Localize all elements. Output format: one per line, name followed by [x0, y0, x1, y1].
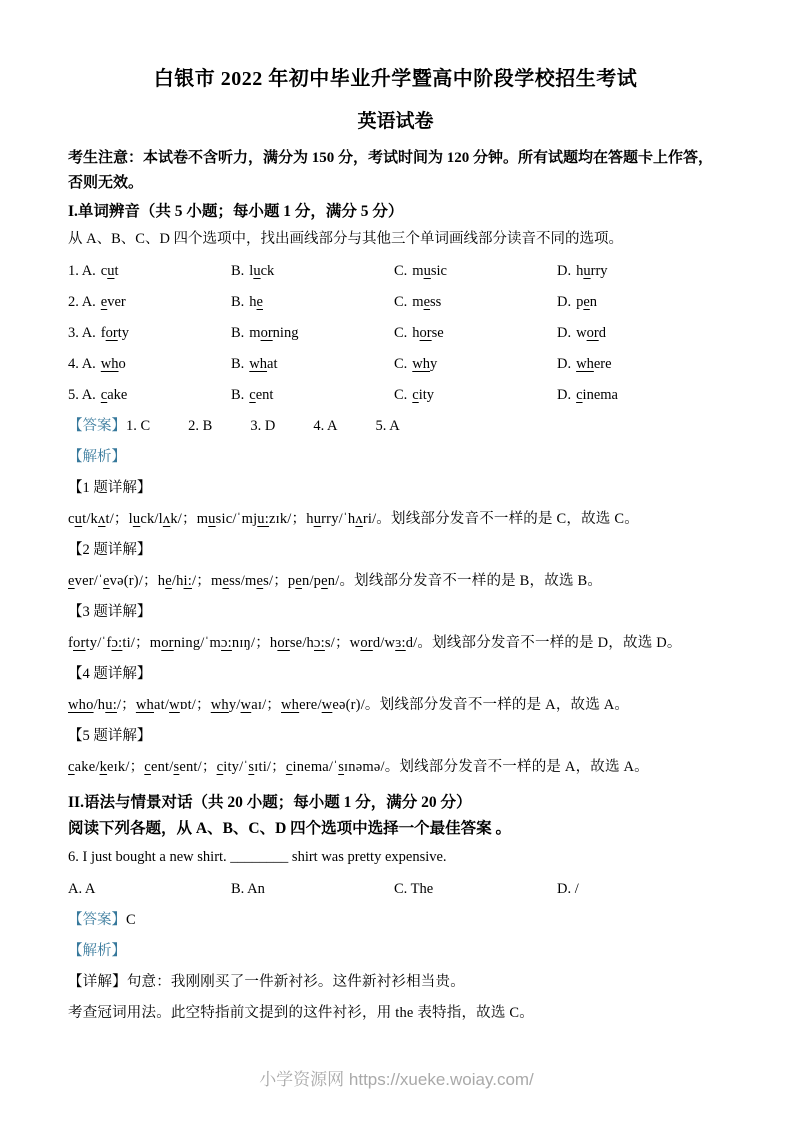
section2-instruction: 阅读下列各题，从 A、B、C、D 四个选项中选择一个最佳答案 。 [68, 820, 512, 837]
underlined-text: wh [281, 697, 300, 713]
option-word [249, 294, 263, 310]
option-label: B. [231, 325, 245, 341]
plain-text: d/w [372, 635, 396, 651]
word-suffix: ake [107, 387, 128, 403]
q6-option-b: B. An [231, 881, 265, 897]
underlined-text: k [99, 759, 108, 775]
underlined-text: e [295, 573, 302, 589]
plain-text: n/。划线部分发音不一样的是 B，故选 B。 [327, 573, 603, 589]
plain-text: t/k [82, 511, 99, 527]
underlined-text: ʌ [162, 511, 171, 527]
option-label: 5. A. [68, 387, 96, 403]
answers-row [68, 418, 723, 434]
plain-text: ss/m [229, 573, 257, 589]
underlined-text: s [338, 759, 345, 775]
plain-text: rry/ˈh [321, 511, 356, 527]
detail-label: 【详解】 [68, 974, 127, 990]
word-prefix: h [412, 325, 420, 341]
word-suffix: at [267, 356, 278, 372]
plain-text: ri/。划线部分发音不一样的是 C，故选 C。 [362, 511, 639, 527]
option-word [576, 356, 611, 372]
plain-text: f [68, 635, 74, 651]
word-underlined: wh [100, 356, 119, 372]
candidate-notice: 考生注意：本试卷不含听力，满分为 150 分，考试时间为 120 分钟。所有试题均在答题卡上作答，否则无效。 [68, 150, 714, 191]
answer-item-2: 2. B [188, 418, 213, 434]
underlined-text: c [285, 759, 293, 775]
option-word [101, 356, 126, 372]
underlined-text: e [68, 573, 75, 589]
word-underlined: e [583, 294, 590, 310]
option-word [576, 263, 607, 279]
answer-item-1: 1. C [126, 418, 151, 434]
question-row-3 [68, 325, 723, 341]
plain-text: ck/l [140, 511, 163, 527]
underlined-text: wh [135, 697, 155, 713]
word-prefix: h [576, 263, 584, 279]
explanation-1-label: 【1 题详解】 [68, 480, 152, 496]
underlined-text: w [169, 697, 180, 713]
underlined-text: e [321, 573, 328, 589]
q6-answer-row [68, 912, 723, 928]
underlined-text: u [313, 511, 322, 527]
question-row-1 [68, 263, 723, 279]
plain-text: t/；l [105, 511, 133, 527]
q5-option-c [394, 387, 557, 403]
question-6-text: 6. I just bought a new shirt. ________ shirt was pretty expensive. [68, 849, 447, 865]
plain-text: ent/； [179, 759, 217, 775]
plain-text: eɪk/； [107, 759, 145, 775]
plain-text: n/p [302, 573, 322, 589]
underlined-text: e [256, 573, 264, 589]
q2-option-a [68, 294, 231, 310]
plain-text: ity/ˈ [223, 759, 249, 775]
word-suffix: ss [430, 294, 442, 310]
underlined-text: ʌ [98, 511, 106, 527]
underlined-text: u [74, 511, 83, 527]
plain-text: eə(r)/。划线部分发音不一样的是 A，故选 A。 [332, 697, 630, 713]
plain-text: ti/；m [122, 635, 162, 651]
q4-option-c [394, 356, 557, 372]
word-prefix: l [249, 263, 254, 279]
underlined-text: u [208, 511, 216, 527]
q3-option-a [68, 325, 231, 341]
answer-item-5: 5. A [375, 418, 400, 434]
q1-option-d [557, 263, 723, 279]
option-label: 2. A. [68, 294, 96, 310]
plain-text: c [68, 511, 75, 527]
word-prefix: p [576, 294, 584, 310]
underlined-text: u [132, 511, 141, 527]
underlined-text: e [103, 573, 110, 589]
question-6-options [68, 881, 723, 897]
section2-heading: II.语法与情景对话（共 20 小题；每小题 1 分，满分 20 分） [68, 794, 472, 811]
footer-watermark: 小学资源网 https://xueke.woiay.com/ [259, 1070, 534, 1089]
answer-item-4: 4. A [313, 418, 338, 434]
word-underlined: c [100, 387, 108, 403]
plain-text: d/。划线部分发音不一样的是 D，故选 D。 [405, 635, 682, 651]
option-word [576, 294, 597, 310]
word-suffix: ere [593, 356, 612, 372]
plain-text: /h [171, 573, 184, 589]
underlined-text: ɔ: [221, 635, 232, 651]
word-suffix: ning [272, 325, 299, 341]
option-label: C. [394, 263, 408, 279]
word-prefix: h [249, 294, 257, 310]
plain-text: at/ [154, 697, 170, 713]
option-label: 1. A. [68, 263, 96, 279]
q5-option-a [68, 387, 231, 403]
plain-text: ty/ˈf [85, 635, 112, 651]
plain-text: ver/ˈ [74, 573, 104, 589]
explanation-4-label: 【4 题详解】 [68, 666, 152, 682]
option-label: C. [394, 356, 408, 372]
q2-option-b [231, 294, 394, 310]
q6-option-a: A. A [68, 881, 96, 897]
option-label: D. [557, 294, 572, 310]
option-label: C. [394, 325, 408, 341]
underlined-text: who [68, 697, 94, 713]
plain-text: sic/ˈmj [215, 511, 258, 527]
option-label: D. [557, 263, 572, 279]
word-suffix: ent [255, 387, 274, 403]
plain-text: ere/ [299, 697, 322, 713]
underlined-text: i: [183, 573, 193, 589]
word-suffix: ty [117, 325, 130, 341]
question-row-4 [68, 356, 723, 372]
option-label: 4. A. [68, 356, 96, 372]
plain-text: inema/ˈ [292, 759, 339, 775]
word-suffix: sic [430, 263, 447, 279]
option-word [249, 356, 277, 372]
q5-option-b [231, 387, 394, 403]
underlined-text: or [161, 635, 174, 651]
word-underlined: wh [576, 356, 594, 372]
word-suffix: ity [418, 387, 435, 403]
q3-option-d [557, 325, 723, 341]
underlined-text: wh [210, 697, 229, 713]
option-word [249, 263, 274, 279]
word-underlined: e [256, 294, 263, 310]
option-label: B. [231, 356, 245, 372]
plain-text: s/；w [324, 635, 361, 651]
q4-option-a [68, 356, 231, 372]
detail-text: 句意：我刚刚买了一件新衬衫。这件新衬衫相当贵。 [126, 974, 465, 990]
question-row-5 [68, 387, 723, 403]
option-label: C. [394, 387, 408, 403]
underlined-text: u: [105, 697, 117, 713]
option-word [101, 263, 119, 279]
q2-option-c [394, 294, 557, 310]
option-word [576, 325, 606, 341]
option-word [249, 325, 298, 341]
word-underlined: e [423, 294, 431, 310]
word-suffix: t [114, 263, 119, 279]
plain-text: s/；p [263, 573, 296, 589]
word-suffix: y [430, 356, 438, 372]
explanation-2-text [68, 573, 723, 589]
explanation-2-label: 【2 题详解】 [68, 542, 152, 558]
word-underlined: wh [249, 356, 268, 372]
option-label: B. [231, 387, 245, 403]
word-suffix: rry [590, 263, 608, 279]
underlined-text: s [173, 759, 180, 775]
plain-text: nɪŋ/；h [231, 635, 278, 651]
q4-option-b [231, 356, 394, 372]
word-underlined: u [423, 263, 431, 279]
option-word [412, 294, 441, 310]
option-label: D. [557, 325, 572, 341]
plain-text: ɪnəmə/。划线部分发音不一样的是 A，故选 A。 [344, 759, 649, 775]
explanation-3-text [68, 635, 723, 651]
word-suffix: o [118, 356, 126, 372]
word-underlined: u [107, 263, 115, 279]
option-word [412, 387, 434, 403]
underlined-text: e [222, 573, 230, 589]
plain-text: və(r)/；h [109, 573, 166, 589]
option-word [101, 387, 128, 403]
q6-detail-text-2: 考查冠词用法。此空特指前文提到的这件衬衫，用 the 表特指，故选 C。 [68, 1005, 534, 1021]
option-label: B. [231, 294, 245, 310]
word-underlined: e [100, 294, 108, 310]
explanation-5-text [68, 759, 723, 775]
q1-option-b [231, 263, 394, 279]
word-prefix: f [100, 325, 106, 341]
word-prefix: m [412, 263, 424, 279]
option-label: D. [557, 356, 572, 372]
q1-option-a [68, 263, 231, 279]
underlined-text: w [321, 697, 333, 713]
underlined-text: or [73, 635, 86, 651]
paper-subtitle: 英语试卷 [357, 111, 434, 132]
option-word [101, 294, 126, 310]
section2-heading-block [68, 790, 723, 842]
plain-text: ake/ [74, 759, 100, 775]
word-prefix: m [412, 294, 424, 310]
q6-option-d: D. / [557, 881, 579, 897]
word-underlined: c [249, 387, 256, 403]
option-label: 3. A. [68, 325, 96, 341]
page-title: 白银市 2022 年初中毕业升学暨高中阶段学校招生考试 [153, 68, 638, 90]
explanation-3-label: 【3 题详解】 [68, 604, 152, 620]
word-underlined: or [586, 325, 599, 341]
q3-option-c [394, 325, 557, 341]
plain-text: ɪti/； [254, 759, 286, 775]
plain-text: /；m [192, 573, 223, 589]
q6-option-c: C. The [394, 881, 434, 897]
word-suffix: n [589, 294, 598, 310]
underlined-text: ɜ: [395, 635, 406, 651]
plain-text: /h [93, 697, 106, 713]
underlined-text: u: [257, 511, 269, 527]
plain-text: ɒt/； [179, 697, 211, 713]
plain-text: y/ [228, 697, 241, 713]
underlined-text: ɔ: [314, 635, 325, 651]
underlined-text: ɔ: [111, 635, 123, 651]
underlined-text: ʌ [355, 511, 363, 527]
option-word [412, 263, 447, 279]
plain-text: /； [116, 697, 136, 713]
answer-item-3: 3. D [250, 418, 276, 434]
plain-text: ent/ [150, 759, 174, 775]
word-prefix: w [576, 325, 587, 341]
option-word [412, 325, 443, 341]
word-underlined: c [412, 387, 419, 403]
word-suffix: ck [260, 263, 275, 279]
q5-option-d [557, 387, 723, 403]
option-label: B. [231, 263, 245, 279]
explanation-1-text [68, 511, 723, 527]
q6-detail-row [68, 974, 723, 990]
word-underlined: wh [412, 356, 431, 372]
word-prefix: c [100, 263, 108, 279]
word-underlined: c [576, 387, 583, 403]
plain-text: se/h [289, 635, 315, 651]
option-label: C. [394, 294, 408, 310]
q3-option-b [231, 325, 394, 341]
section1-instruction: 从 A、B、C、D 四个选项中，找出画线部分与其他三个单词画线部分读音不同的选项。 [68, 231, 624, 247]
analysis-label: 【解析】 [68, 449, 126, 465]
question-row-2 [68, 294, 723, 310]
underlined-text: c [68, 759, 75, 775]
option-word [101, 325, 129, 341]
q6-answer-value: C [126, 912, 136, 928]
word-underlined: or [419, 325, 432, 341]
word-suffix: se [431, 325, 444, 341]
plain-text: zɪk/；h [268, 511, 314, 527]
underlined-text: s [248, 759, 255, 775]
q2-option-d [557, 294, 723, 310]
word-suffix: d [598, 325, 606, 341]
underlined-text: c [216, 759, 224, 775]
option-word [576, 387, 618, 403]
option-label: D. [557, 387, 572, 403]
underlined-text: e [165, 573, 172, 589]
underlined-text: or [277, 635, 290, 651]
option-word [249, 387, 273, 403]
explanation-4-text [68, 697, 723, 713]
option-word [412, 356, 437, 372]
answer-label: 【答案】 [68, 912, 126, 928]
word-underlined: u [583, 263, 591, 279]
answer-label: 【答案】 [68, 418, 126, 434]
word-underlined: u [253, 263, 261, 279]
q6-analysis-label: 【解析】 [68, 943, 126, 959]
plain-text: aɪ/； [251, 697, 282, 713]
word-suffix: ver [107, 294, 126, 310]
word-underlined: or [105, 325, 118, 341]
underlined-text: c [144, 759, 151, 775]
underlined-text: w [240, 697, 252, 713]
q1-option-c [394, 263, 557, 279]
plain-text: ning/ˈm [173, 635, 222, 651]
word-underlined: or [260, 325, 273, 341]
plain-text: k/；m [170, 511, 209, 527]
word-prefix: m [249, 325, 261, 341]
explanation-5-label: 【5 题详解】 [68, 728, 152, 744]
underlined-text: or [360, 635, 373, 651]
section1-heading: I.单词辨音（共 5 小题；每小题 1 分，满分 5 分） [68, 203, 404, 220]
q4-option-d [557, 356, 723, 372]
word-suffix: inema [582, 387, 618, 403]
